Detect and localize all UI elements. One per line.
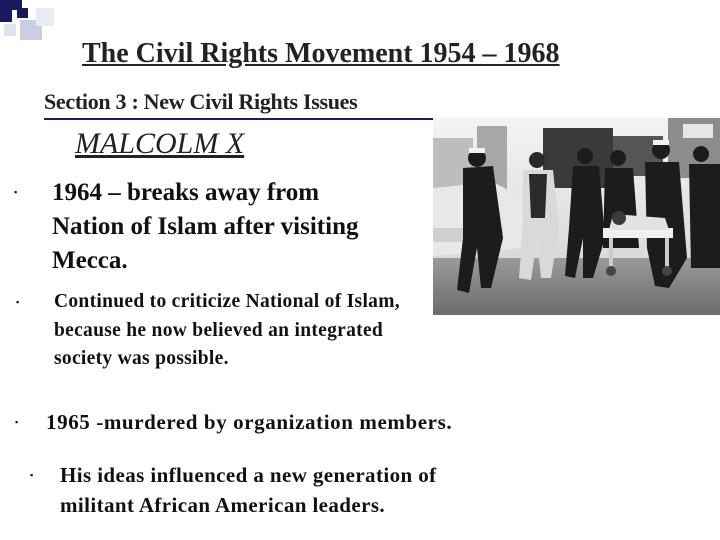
news-photo-image [433,118,720,315]
slide-title: The Civil Rights Movement 1954 – 1968 [82,38,560,69]
section-divider [44,118,456,120]
bullet-text: Continued to criticize National of Islam, because he now believed an integrated society was possible. [54,291,400,369]
bullet-marker-icon: ▪ [15,417,19,427]
section-heading: Section 3 : New Civil Rights Issues [44,89,358,114]
bullet-item [30,460,470,520]
bullet-item [14,176,394,278]
bullet-text: His ideas influenced a new generation of militant African American leaders. [60,463,437,517]
bullet-item [16,288,416,374]
bullet-text: 1964 – breaks away from Nation of Islam after visiting Mecca. [52,179,359,274]
subject-name: MALCOLM X [75,127,245,160]
bullet-text: 1965 -murdered by organization members. [46,410,453,434]
bullet-marker-icon: ▪ [30,470,34,480]
bullet-marker-icon: ▪ [16,297,20,307]
bullet-marker-icon: ▪ [14,187,18,197]
bullet-item [15,407,535,437]
news-photo [433,118,720,315]
